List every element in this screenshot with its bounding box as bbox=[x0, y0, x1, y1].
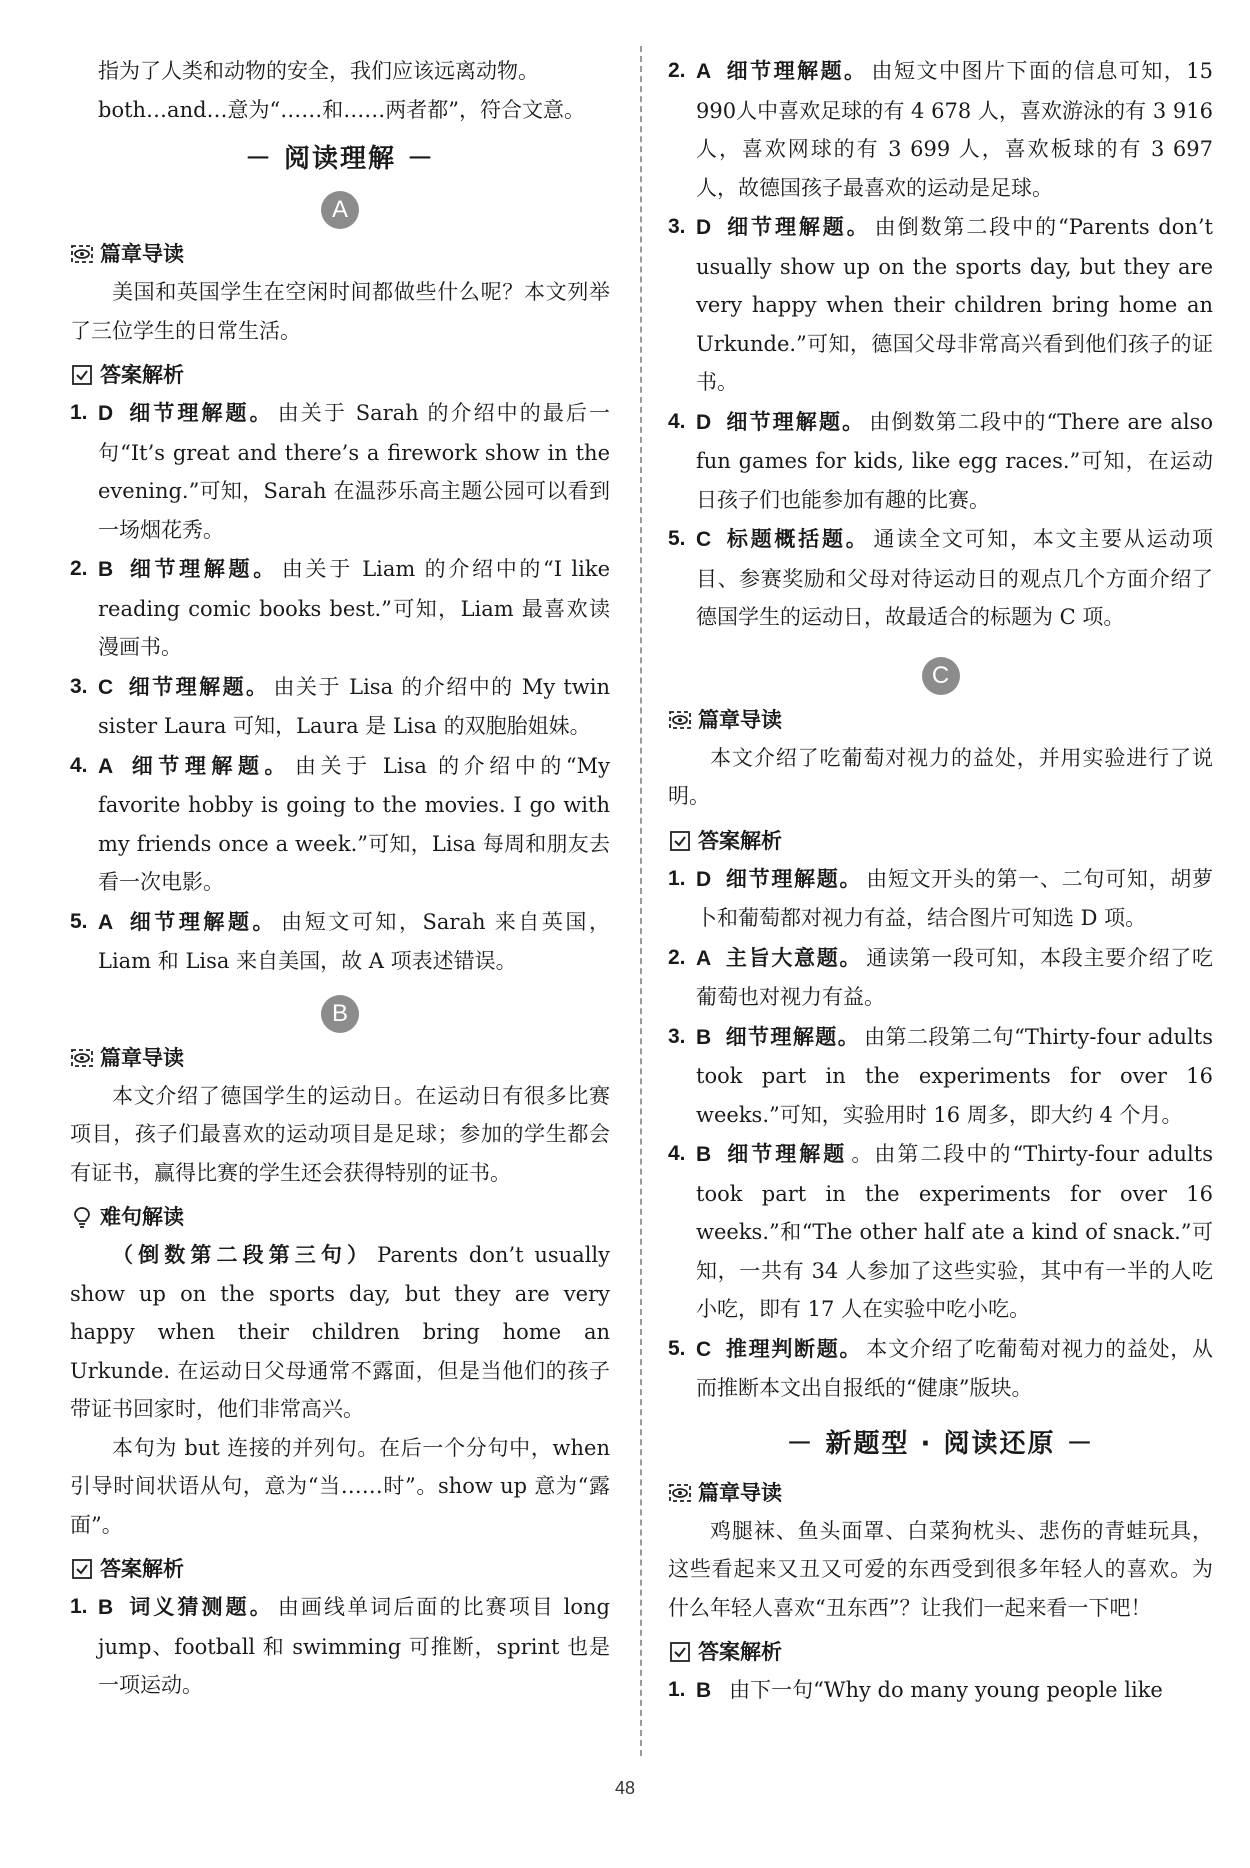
answers-heading-text: 答案解析 bbox=[100, 1557, 184, 1581]
answer-letter: A bbox=[696, 946, 712, 970]
answer-number: 4. bbox=[668, 1142, 686, 1165]
answer-number: 5. bbox=[668, 527, 686, 550]
question-type: 细节理解题。 bbox=[725, 215, 871, 239]
answer-text: 由短文开头的第一、二句可知，胡萝卜和葡萄都对视力有益，结合图片可知选 D 项。 bbox=[696, 866, 1214, 930]
answer-number: 3. bbox=[668, 215, 686, 238]
answer-text: 由下一句“Why do many young people like bbox=[729, 1678, 1163, 1702]
answer-text: 由关于 Lisa 的介绍中的“My favorite hobby is going to the movies. I go with my friends once a week.”可知，Lisa 每周和朋友去看一次电影。 bbox=[98, 753, 610, 894]
answer-text: 通读全文可知，本文主要从运动项目、参赛奖励和父母对待运动日的观点几个方面介绍了德国学生的运动日，故最适合的标题为 C 项。 bbox=[696, 527, 1214, 629]
answers-heading bbox=[668, 1635, 1213, 1669]
answer-text: 。由第二段中的“Thirty-four adults took part in the experiments for over 16 weeks.”和“The other half ate a kind of snack.”可知，一共有 34 人参加了这些实验，其中有一半的人吃小吃，即有 17 人在实验中吃小吃。 bbox=[696, 1142, 1213, 1321]
answer-number: 5. bbox=[668, 1336, 686, 1360]
question-type: 细节理解题。 bbox=[127, 401, 274, 425]
answers-heading-text: 答案解析 bbox=[698, 828, 782, 853]
answer-number: 3. bbox=[70, 674, 88, 698]
question-type: 细节理解题。 bbox=[725, 866, 863, 891]
checkbox-icon bbox=[668, 829, 692, 853]
answer-letter: D bbox=[98, 402, 114, 425]
question-type: 细节理解题。 bbox=[127, 674, 270, 699]
question-type: 标题概括题。 bbox=[725, 527, 870, 551]
question-type: 细节理解题。 bbox=[127, 753, 292, 778]
answer-number: 2. bbox=[668, 945, 686, 969]
eye-icon bbox=[668, 1481, 692, 1505]
answer-letter: B bbox=[696, 1025, 712, 1049]
guide-heading-text: 篇章导读 bbox=[698, 707, 782, 732]
answer-item bbox=[668, 860, 1213, 938]
answer-number: 3. bbox=[668, 1024, 686, 1048]
answer-letter: C bbox=[98, 675, 114, 699]
answer-letter: A bbox=[98, 754, 114, 778]
question-type: 细节理解题。 bbox=[127, 557, 278, 581]
answer-number: 2. bbox=[668, 59, 686, 82]
answer-letter: A bbox=[696, 60, 712, 83]
answers-heading-text: 答案解析 bbox=[100, 363, 184, 387]
hard-sentence-label: （倒数第二段第三句） bbox=[112, 1243, 374, 1267]
answer-item bbox=[70, 747, 610, 902]
answer-item bbox=[70, 903, 610, 981]
answer-text: 由倒数第二段中的“There are also fun games for kids, like egg races.”可知，在运动日孩子们也能参加有趣的比赛。 bbox=[696, 409, 1214, 512]
answer-number: 2. bbox=[70, 557, 88, 580]
answer-letter: C bbox=[696, 528, 712, 551]
answer-text: 由关于 Liam 的介绍中的“I like reading comic books best.”可知，Liam 最喜欢读漫画书。 bbox=[98, 557, 610, 659]
checkbox-icon bbox=[70, 363, 94, 387]
answer-number: 1. bbox=[668, 866, 686, 890]
answer-text: 由关于 Sarah 的介绍中的最后一句“It’s great and there’s a firework show in the evening.”可知，Sarah 在温莎乐高主题公园可以看到一场烟花秀。 bbox=[98, 401, 610, 542]
passage-letter-b: B bbox=[321, 995, 359, 1033]
section-title-new-type: － 新题型 · 阅读还原 － bbox=[786, 1428, 1095, 1459]
guide-text: 美国和英国学生在空闲时间都做些什么呢？本文列举了三位学生的日常生活。 bbox=[70, 280, 610, 343]
guide-text: 鸡腿袜、鱼头面罩、白菜狗枕头、悲伤的青蛙玩具，这些看起来又丑又可爱的东西受到很多年轻人的喜欢。为什么年轻人喜欢“丑东西”？让我们一起来看一下吧！ bbox=[668, 1518, 1213, 1620]
question-type: 细节理解题。 bbox=[127, 909, 278, 934]
answer-item bbox=[70, 394, 610, 549]
answer-text: 由第二段第二句“Thirty-four adults took part in the experiments for over 16 weeks.”可知，实验用时 16 周多，即大约 4 个月。 bbox=[696, 1024, 1213, 1127]
question-type: 细节理解题。 bbox=[725, 1024, 861, 1049]
answer-letter: B bbox=[98, 1596, 114, 1619]
checkbox-icon bbox=[668, 1640, 692, 1664]
answer-text: 由关于 Lisa 的介绍中的 My twin sister Laura 可知，Laura 是 Lisa 的双胞胎姐妹。 bbox=[98, 674, 611, 738]
answer-item bbox=[668, 208, 1213, 402]
hard-sentence-heading bbox=[70, 1200, 610, 1234]
guide-text: 本文介绍了吃葡萄对视力的益处，并用实验进行了说明。 bbox=[668, 745, 1213, 808]
left-column bbox=[70, 52, 610, 1706]
guide-heading-text: 篇章导读 bbox=[100, 1045, 184, 1070]
answer-text: 由短文可知，Sarah 来自英国，Liam 和 Lisa 来自美国，故 A 项表述错误。 bbox=[98, 909, 610, 973]
answers-heading bbox=[70, 358, 610, 392]
answers-heading-text: 答案解析 bbox=[698, 1640, 782, 1664]
answer-item bbox=[668, 1330, 1213, 1408]
answers-heading bbox=[668, 824, 1213, 858]
question-type: 主旨大意题。 bbox=[725, 945, 863, 970]
answer-letter: B bbox=[696, 1143, 712, 1166]
lightbulb-icon bbox=[70, 1205, 94, 1229]
page-number: 48 bbox=[614, 1778, 636, 1798]
guide-heading-text: 篇章导读 bbox=[100, 242, 184, 266]
answer-text: 由短文中图片下面的信息可知，15 990人中喜欢足球的有 4 678 人，喜欢游泳的有 3 916人，喜欢网球的有 3 699 人，喜欢板球的有 3 697 人，故德国孩子最喜欢的运动是足球。 bbox=[696, 59, 1213, 200]
question-type: 细节理解题 bbox=[725, 1142, 848, 1166]
answer-text: 通读第一段可知，本段主要介绍了吃葡萄也对视力有益。 bbox=[696, 945, 1214, 1009]
eye-icon bbox=[70, 1046, 94, 1070]
answer-item bbox=[668, 52, 1213, 207]
answer-item bbox=[668, 1671, 1213, 1711]
answer-item bbox=[70, 1588, 610, 1705]
answer-item bbox=[668, 939, 1213, 1017]
answer-number: 1. bbox=[668, 1678, 686, 1701]
answer-letter: D bbox=[696, 410, 712, 434]
answer-number: 4. bbox=[668, 409, 686, 433]
answers-heading bbox=[70, 1552, 610, 1586]
answer-letter: B bbox=[98, 558, 114, 581]
answer-text: 由倒数第二段中的“Parents don’t usually show up on the sports day, but they are very happy when their children bring home an Urkunde.”可知，德国父母非常高兴看到他们孩子的证书。 bbox=[696, 215, 1213, 394]
answer-number: 1. bbox=[70, 1595, 88, 1618]
answer-letter: A bbox=[98, 910, 114, 934]
hard-sentence-text: Parents don’t usually show up on the sports day, but they are very happy when their children bring home an Urkunde. 在运动日父母通常不露面，但是当他们的孩子带证书回家时，他们非常高兴。 bbox=[70, 1243, 610, 1421]
question-type: 细节理解题。 bbox=[725, 409, 866, 434]
guide-heading bbox=[668, 1476, 1213, 1510]
hard-sentence bbox=[70, 1236, 610, 1429]
column-divider bbox=[640, 46, 642, 1756]
question-type: 推理判断题。 bbox=[725, 1336, 863, 1361]
answer-item bbox=[668, 403, 1213, 520]
guide-heading-text: 篇章导读 bbox=[698, 1480, 782, 1505]
answer-number: 5. bbox=[70, 909, 88, 933]
answer-number: 1. bbox=[70, 401, 88, 424]
question-type: 词义猜测题。 bbox=[127, 1595, 274, 1619]
answer-item bbox=[70, 550, 610, 667]
answer-letter: D bbox=[696, 216, 712, 239]
answer-letter: C bbox=[696, 1337, 712, 1361]
hard-sentence-heading-text: 难句解读 bbox=[100, 1205, 184, 1229]
right-column bbox=[668, 52, 1213, 1712]
guide-heading bbox=[668, 703, 1213, 737]
answer-number: 4. bbox=[70, 753, 88, 777]
answer-item bbox=[70, 668, 610, 746]
passage-letter-a: A bbox=[321, 191, 359, 229]
answer-text: 本文介绍了吃葡萄对视力的益处，从而推断本文出自报纸的“健康”版块。 bbox=[696, 1336, 1214, 1400]
answer-item bbox=[668, 520, 1213, 637]
eye-icon bbox=[70, 242, 94, 266]
answer-item bbox=[668, 1135, 1213, 1329]
question-type: 细节理解题。 bbox=[725, 59, 868, 83]
section-title-reading: － 阅读理解 － bbox=[244, 144, 436, 174]
guide-text: 本文介绍了德国学生的运动日。在运动日有很多比赛项目，孩子们最喜欢的运动项目是足球；参加的学生都会有证书，赢得比赛的学生还会获得特别的证书。 bbox=[70, 1083, 610, 1185]
checkbox-icon bbox=[70, 1557, 94, 1581]
answer-letter: D bbox=[696, 867, 712, 891]
hard-sentence-note: 本句为 but 连接的并列句。在后一个分句中，when 引导时间状语从句，意为“当……时”。show up 意为“露面”。 bbox=[70, 1435, 610, 1537]
passage-letter-c: C bbox=[922, 657, 960, 695]
intro-line: 指为了人类和动物的安全，我们应该远离动物。 bbox=[98, 59, 539, 83]
intro-line: both…and…意为“……和……两者都”，符合文意。 bbox=[98, 97, 586, 122]
guide-heading bbox=[70, 1041, 610, 1075]
guide-heading bbox=[70, 237, 610, 271]
eye-icon bbox=[668, 708, 692, 732]
answer-item bbox=[668, 1018, 1213, 1135]
answer-text: 由画线单词后面的比赛项目 long jump、football 和 swimming 可推断，sprint 也是一项运动。 bbox=[98, 1595, 610, 1697]
answer-letter: B bbox=[696, 1679, 712, 1702]
